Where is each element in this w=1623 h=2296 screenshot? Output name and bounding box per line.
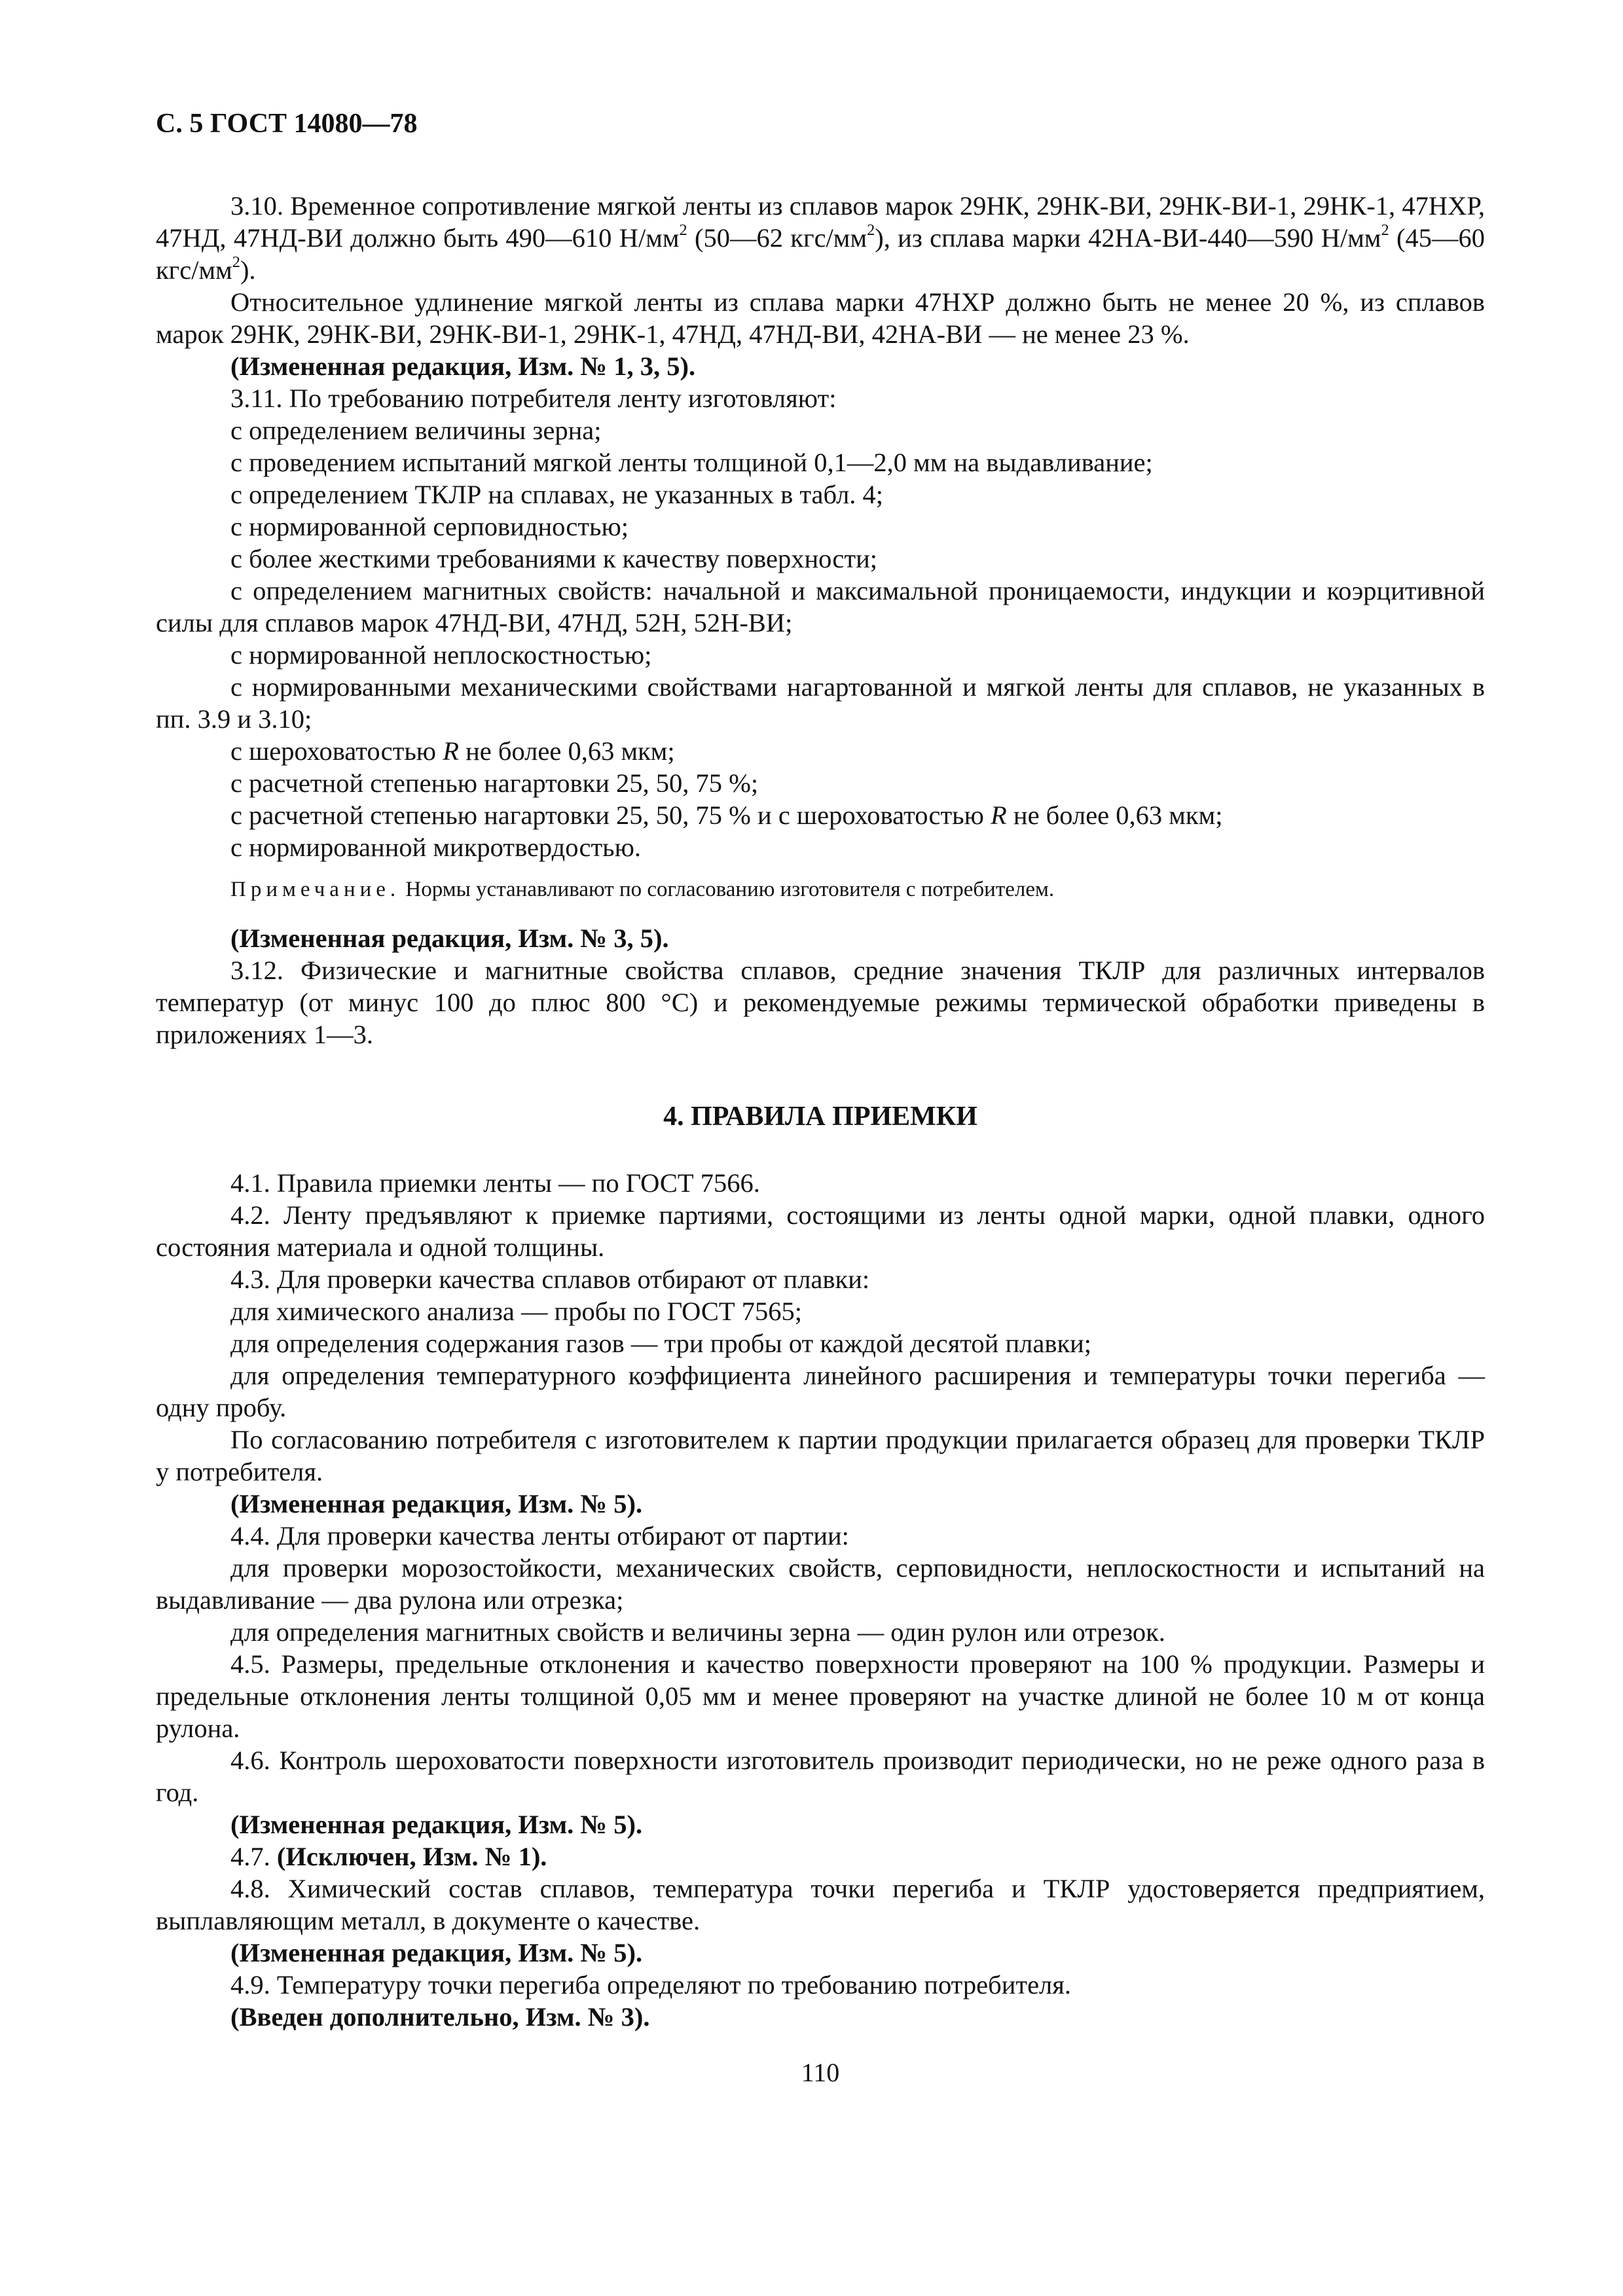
note-text: Нормы устанавливают по согласованию изготовителя с потребителем.	[400, 878, 1055, 901]
amendment-note: (Измененная редакция, Изм. № 5).	[230, 1489, 643, 1518]
clause-3-12: 3.12. Физические и магнитные свойства сплавов, средние значения ТКЛР для различных интервалов температур (от минус 100 до плюс 800 °С) и рекомендуемые режимы термической обработки приведены в приложениях 1—3.	[156, 956, 1485, 1049]
list-item: с проведением испытаний мягкой ленты толщиной 0,1—2,0 мм на выдавливание;	[230, 448, 1153, 477]
list-item	[156, 799, 1485, 831]
amendment-note: (Введен дополнительно, Изм. № 3).	[230, 2002, 650, 2032]
amendment-note: (Измененная редакция, Изм. № 5).	[230, 1810, 643, 1839]
page-number: 110	[801, 2058, 840, 2087]
clause-3-10-text-b: (50—62 кгс/мм	[687, 223, 867, 253]
note	[156, 875, 1485, 904]
list-item-text: не более 0,63 мкм;	[1006, 800, 1223, 830]
roughness-symbol: R	[443, 736, 459, 766]
amendment-note: (Измененная редакция, Изм. № 5).	[230, 1938, 643, 1967]
list-item: для определения температурного коэффициента линейного расширения и температуры точки перегиба — одну пробу.	[156, 1361, 1485, 1422]
list-item: с нормированными механическими свойствами нагартованной и мягкой ленты для сплавов, не указанных в пп. 3.9 и 3.10;	[156, 672, 1485, 734]
list-item: с нормированной серповидностью;	[230, 512, 629, 541]
list-item: с определением ТКЛР на сплавах, не указанных в табл. 4;	[230, 480, 884, 509]
list-item: для определения содержания газов — три пробы от каждой десятой плавки;	[230, 1329, 1092, 1358]
clause-3-10-text-a: 3.10. Временное сопротивление мягкой ленты из сплавов марок 29НК, 29НК-ВИ, 29НК-ВИ-1, 29НК-1, 47НХР, 47НД, 47НД-ВИ должно быть 490—610 Н/мм	[156, 191, 1485, 253]
list-item: с нормированной неплоскостностью;	[230, 640, 652, 670]
clause-4-5: 4.5. Размеры, предельные отклонения и качество поверхности проверяют на 100 % продукции. Размеры и предельные отклонения ленты толщиной 0,05 мм и менее проверяют на участке длиной не более 10 м от конца рулона.	[156, 1649, 1485, 1743]
list-item	[156, 735, 1485, 767]
clause-4-7	[156, 1840, 1485, 1873]
document-page	[156, 108, 1485, 2089]
clause-3-10-text-c: ), из сплава марки 42НА-ВИ-440—590 Н/мм	[875, 223, 1381, 253]
clause-4-1: 4.1. Правила приемки ленты — по ГОСТ 7566.	[230, 1168, 760, 1198]
roughness-symbol: R	[991, 800, 1007, 830]
amendment-note: (Измененная редакция, Изм. № 1, 3, 5).	[230, 351, 696, 381]
list-item: с расчетной степенью нагартовки 25, 50, 75 %;	[230, 768, 759, 798]
superscript: 2	[232, 253, 240, 271]
paragraph: По согласованию потребителя с изготовителем к партии продукции прилагается образец для проверки ТКЛР у потребителя.	[156, 1425, 1485, 1486]
clause-4-2: 4.2. Ленту предъявляют к приемке партиями, состоящими из ленты одной марки, одной плавки, одного состояния материала и одной толщины.	[156, 1200, 1485, 1262]
clause-3-10-text-d: (45—60 кгс/мм	[156, 223, 1485, 285]
list-item-text: с шероховатостью	[230, 736, 443, 766]
excluded-note: (Исключен, Изм. № 1).	[276, 1842, 547, 1871]
note-label: Примечание.	[230, 878, 401, 901]
clause-4-3: 4.3. Для проверки качества сплавов отбирают от плавки:	[230, 1265, 870, 1294]
list-item-text: не более 0,63 мкм;	[458, 736, 675, 766]
list-item: с определением магнитных свойств: начальной и максимальной проницаемости, индукции и коэрцитивной силы для сплавов марок 47НД-ВИ, 47НД, 52Н, 52Н-ВИ;	[156, 576, 1485, 637]
clause-4-4: 4.4. Для проверки качества ленты отбирают от партии:	[230, 1521, 849, 1551]
list-item: с нормированной микротвердостью.	[230, 833, 642, 862]
clause-3-11: 3.11. По требованию потребителя ленту изготовляют:	[230, 384, 837, 413]
page-header: С. 5 ГОСТ 14080—78	[156, 109, 418, 139]
list-item: для химического анализа — пробы по ГОСТ 7565;	[230, 1297, 803, 1326]
amendment-note: (Измененная редакция, Изм. № 3, 5).	[230, 924, 669, 953]
clause-3-10	[156, 190, 1485, 286]
clause-4-6: 4.6. Контроль шероховатости поверхности изготовитель производит периодически, но не реже одного раза в год.	[156, 1746, 1485, 1807]
clause-4-9: 4.9. Температуру точки перегиба определяют по требованию потребителя.	[230, 1970, 1072, 2000]
superscript: 2	[867, 221, 875, 239]
list-item: с более жесткими требованиями к качеству поверхности;	[230, 544, 878, 573]
superscript: 2	[679, 221, 687, 239]
section-title: 4. ПРАВИЛА ПРИЕМКИ	[663, 1102, 977, 1132]
superscript: 2	[1381, 221, 1389, 239]
clause-4-8: 4.8. Химический состав сплавов, температура точки перегиба и ТКЛР удостоверяется предприятием, выплавляющим металл, в документе о качестве.	[156, 1874, 1485, 1935]
list-item-text: с расчетной степенью нагартовки 25, 50, 75 % и с шероховатостью	[230, 800, 991, 830]
list-item: для проверки морозостойкости, механических свойств, серповидности, неплоскостности и испытаний на выдавливание — два рулона или отрезка;	[156, 1553, 1485, 1615]
clause-3-10-elongation: Относительное удлинение мягкой ленты из сплава марки 47НХР должно быть не менее 20 %, из сплавов марок 29НК, 29НК-ВИ, 29НК-ВИ-1, 29НК-1, 47НД, 47НД-ВИ, 42НА-ВИ — не менее 23 %.	[156, 287, 1485, 349]
list-item: для определения магнитных свойств и величины зерна — один рулон или отрезок.	[230, 1617, 1165, 1647]
list-item: с определением величины зерна;	[230, 416, 602, 445]
clause-number: 4.7.	[230, 1842, 277, 1871]
clause-3-10-text-e: ).	[240, 255, 256, 285]
